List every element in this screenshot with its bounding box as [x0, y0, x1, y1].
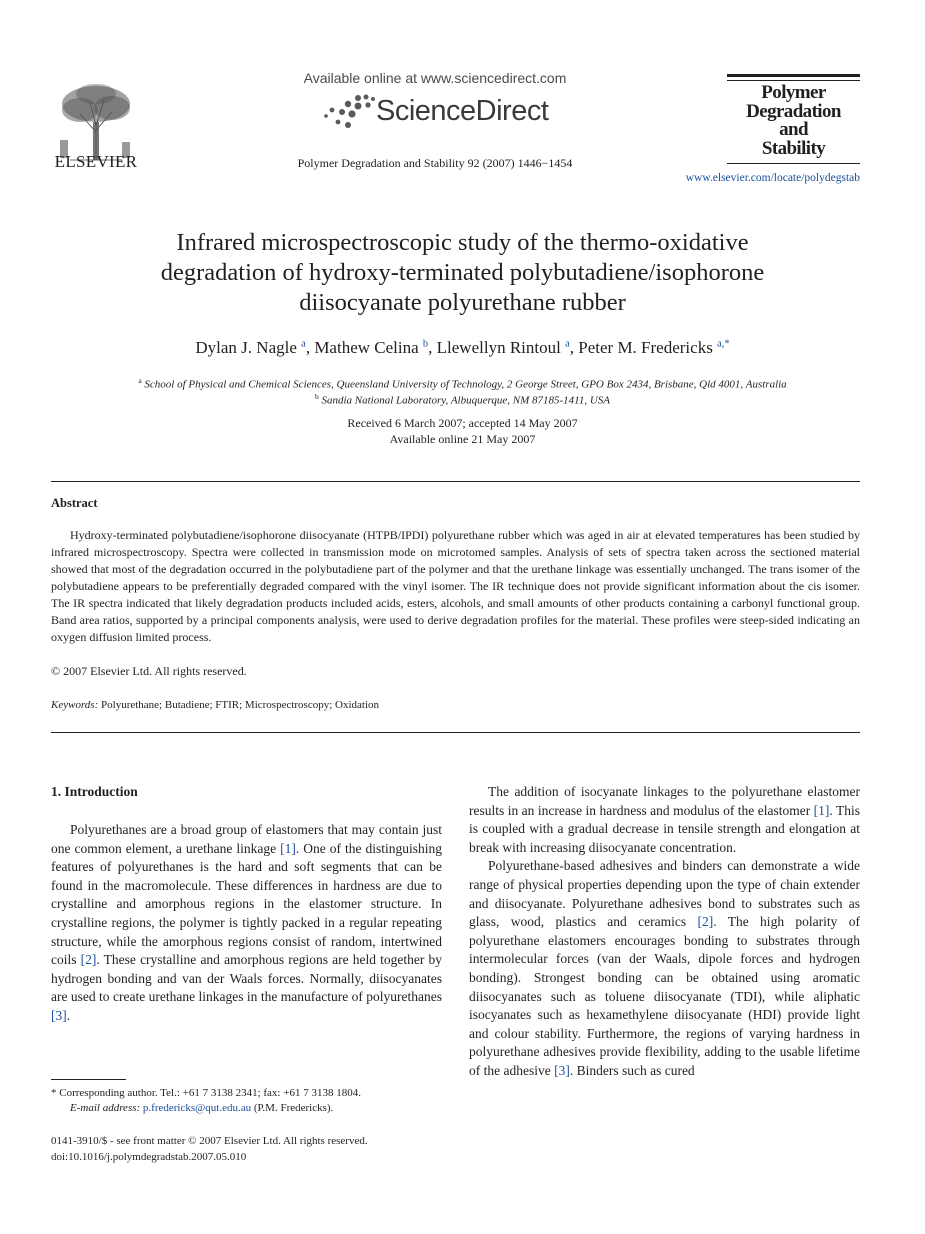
affiliation-marker: b [314, 392, 319, 401]
journal-url-link[interactable]: www.elsevier.com/locate/polydegstab [685, 172, 860, 184]
email-note [51, 1101, 442, 1116]
citation-link[interactable]: [3] [51, 1007, 67, 1023]
citation-link[interactable]: [3] [554, 1062, 570, 1078]
received-date: Received 6 March 2007; accepted 14 May 2007 [347, 416, 578, 430]
citation-link[interactable]: [2] [80, 952, 97, 968]
sciencedirect-logo: ScienceDirect [376, 95, 549, 127]
affiliation [40, 392, 885, 407]
left-column [51, 821, 442, 1026]
sciencedirect-dots-icon [318, 92, 378, 132]
corresponding-author-note: * Corresponding author. Tel.: +61 7 3138 2341; fax: +61 7 3138 1804. [51, 1087, 361, 1099]
publisher-name: ELSEVIER [54, 152, 138, 171]
article-title [60, 228, 865, 318]
footnote-rule [51, 1079, 126, 1080]
journal-title [727, 84, 860, 158]
author-separator: , [569, 338, 579, 357]
keywords-list: Polyurethane; Butadiene; FTIR; Microspectroscopy; Oxidation [101, 699, 380, 711]
author-name: Peter M. Fredericks [578, 338, 713, 357]
affiliation [40, 376, 885, 391]
journal-citation: Polymer Degradation and Stability 92 (2007) 1446−1454 [297, 156, 573, 170]
keywords-label: Keywords: [51, 699, 99, 711]
affiliation-text: School of Physical and Chemical Sciences, Queensland University of Technology, 2 George Street, GPO Box 2434, Brisbane, Qld 4001, Australia [144, 378, 787, 391]
journal-title-rule [727, 74, 860, 77]
author-name: Dylan J. Nagle [195, 338, 297, 357]
section-divider [51, 481, 860, 482]
author-affiliation-link[interactable]: a [301, 338, 306, 350]
journal-title-rule [727, 163, 860, 164]
section-divider [51, 732, 860, 733]
author-separator: , [428, 338, 437, 357]
body-paragraph: The addition of isocyanate linkages to the polyurethane elastomer results in an increase in hardness and modulus of the elastomer [1]. This is coupled with a gradual decrease in tensile strength and elongation at break with increasing diisocyanate concentration. [469, 784, 860, 855]
abstract-heading: Abstract [51, 496, 98, 510]
email-link[interactable]: p.fredericks@qut.edu.au [142, 1102, 252, 1114]
affiliation-marker: a [138, 376, 142, 385]
citation-link[interactable]: [1] [280, 840, 296, 856]
abstract-paragraph: Hydroxy-terminated polybutadiene/isophorone diisocyanate (HTPB/IPDI) polyurethane rubber which was aged in air at elevated temperatures has been studied by infrared microspectroscopy. Spectra were collected in transmission mode on microtomed samples. Analysis of sets of spectra taken across the sectioned material showed that most of the degradation occurred in the polybutadiene part of the polymer and that the urethane linkage was essentially unchanged. The trans isomer of the polybutadiene appears to be preferentially degraded compared with the vinyl isomer. The IR technique does not provide significant information about the cis isomer. The IR spectra indicated that likely degradation products included acids, esters, alcohols, and small amounts of other products containing a carbonyl functional group. Band area ratios, supported by a principal components analysis, were used to derive degradation profiles for the material. These profiles were steep-sided indicating an oxygen diffusion limited process. [51, 528, 860, 644]
author-name: Mathew Celina [314, 338, 419, 357]
journal-title-line: and [779, 119, 808, 140]
author-name: Llewellyn Rintoul [436, 338, 561, 357]
author-affiliation-link[interactable]: a,* [717, 338, 730, 350]
author-affiliation-link[interactable]: a [565, 338, 570, 350]
article-title-line: degradation of hydroxy-terminated polybutadiene/isophorone [160, 259, 765, 286]
email-suffix: (P.M. Fredericks). [253, 1102, 334, 1114]
citation-link[interactable]: [1] [813, 802, 830, 818]
email-label: E-mail address: [70, 1102, 141, 1114]
journal-title-line: Degradation [746, 100, 841, 122]
doi-link[interactable]: doi:10.1016/j.polymdegradstab.2007.05.010 [51, 1151, 247, 1163]
abstract-copyright: © 2007 Elsevier Ltd. All rights reserved. [51, 664, 247, 678]
abstract-body [51, 527, 860, 646]
body-paragraph: Polyurethane-based adhesives and binders can demonstrate a wide range of physical properties depending upon the type of chain extender and diisocyanate. Polyurethane adhesives bond to substrates such as glass, wood, plastics and ceramics [2]. The high polarity of polyurethane elastomers encourages bonding to substrates through intermolecular forces (van der Waals, dipole forces and hydrogen bonding). Strongest bonding can be obtained using aromatic diisocyanates such as toluene diisocyanate (TDI), while aliphatic isocyanates such as hexamethylene diisocyanate (HDI) provide light and colour stability. Furthermore, the regions of varying hardness in polyurethane adhesives provide flexibility, adding to the usable lifetime of the adhesive [3]. Binders such as cured [469, 858, 861, 1078]
issn-line: 0141-3910/$ - see front matter © 2007 Elsevier Ltd. All rights reserved. [51, 1135, 368, 1147]
available-online-text: Available online at www.sciencedirect.com [303, 70, 567, 86]
journal-title-rule [727, 80, 860, 81]
journal-title-line: Polymer [761, 82, 826, 103]
article-title-line: Infrared microspectroscopic study of the thermo-oxidative [176, 229, 749, 256]
author-separator: , [305, 338, 315, 357]
affiliation-text: Sandia National Laboratory, Albuquerque, NM 87185-1411, USA [321, 394, 611, 407]
keywords [51, 699, 379, 711]
body-paragraph: Polyurethanes are a broad group of elastomers that may contain just one common element, a urethane linkage [1]. One of the distinguishing features of polyurethanes is the hard and soft segments that can be found in the macromolecule. These differences in hardness are due to crystalline and amorphous regions in the elastomer structure. In crystalline regions, the polymer is tightly packed in a regular repeating structure, while the amorphous regions consist of random, intertwined coils [2]. These crystalline and amorphous regions are held together by hydrogen bonding and van der Waals forces. Normally, diisocyanates are used to create urethane linkages in the manufacture of polyurethanes [3]. [51, 822, 443, 1023]
section-heading: 1. Introduction [51, 784, 138, 799]
right-column [469, 783, 860, 1081]
article-title-line: diisocyanate polyurethane rubber [299, 289, 626, 316]
citation-link[interactable]: [2] [697, 914, 714, 930]
available-date: Available online 21 May 2007 [389, 432, 536, 446]
author-affiliation-link[interactable]: b [422, 338, 429, 350]
journal-title-line: Stability [761, 137, 826, 159]
author-list [60, 338, 865, 358]
